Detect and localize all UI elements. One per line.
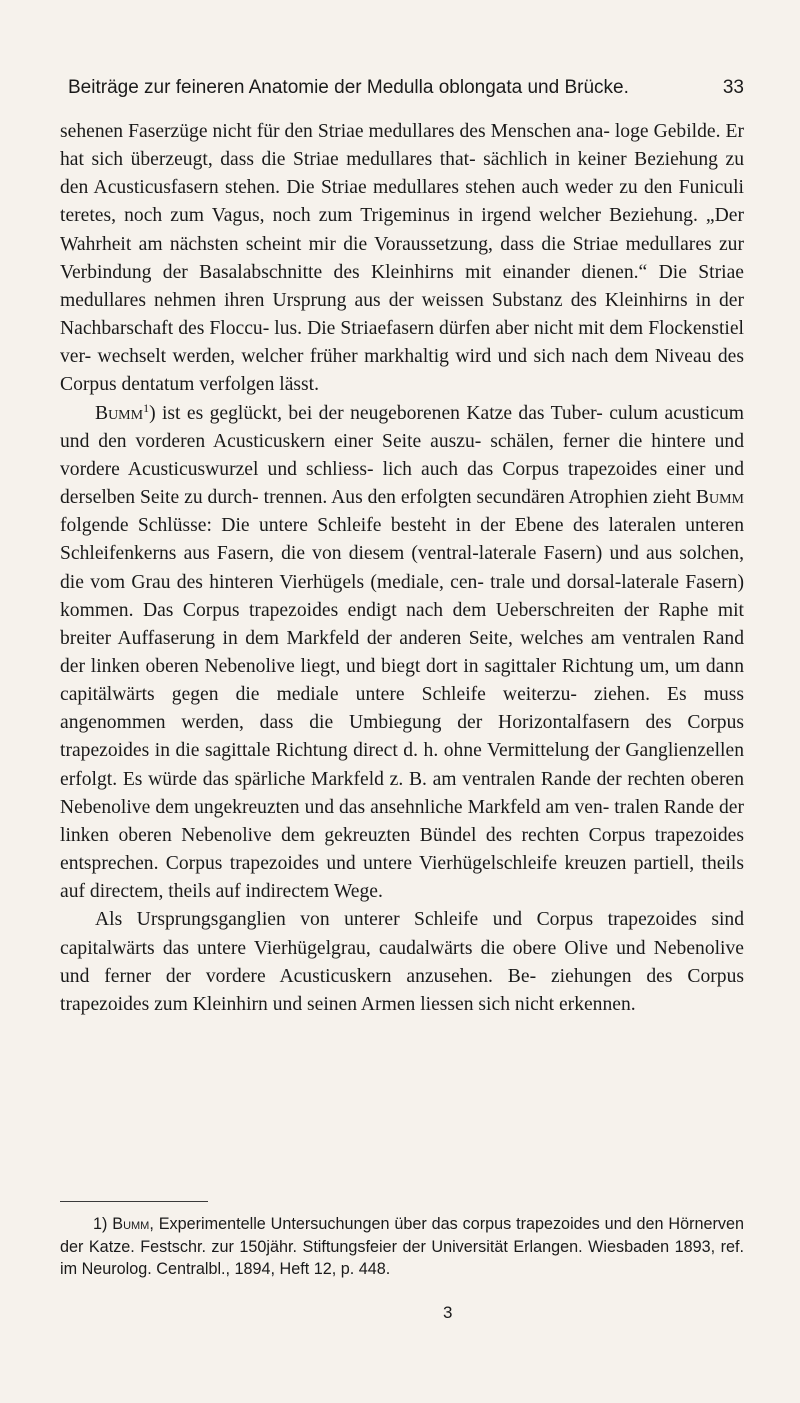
footnote-ref: 1	[143, 400, 150, 415]
footnote-divider	[60, 1201, 208, 1202]
footnote-text: , Experimentelle Untersuchungen über das corpus trapezoides und den Hörnerven der Katze. Festschr. zur 150jähr. Stiftungsfeier der Universität Erlangen. Wiesbaden 1893, ref. im Neurolog. Centralbl., 1894, Heft 12, p. 448.	[60, 1215, 744, 1279]
body-text	[60, 118, 744, 1019]
author-name: Bumm	[695, 487, 744, 509]
paragraph: sehenen Faserzüge nicht für den Striae medullares des Menschen ana- loge Gebilde. Er hat sich überzeugt, dass die Striae medullares that- sächlich in keiner Beziehung zu den Acusticusfasern stehen. Die Striae medullares stehen auch weder zu den Funiculi teretes, noch zum Vagus, noch zum Trigeminus in irgend welcher Beziehung. „Der Wahrheit am nächsten scheint mir die Voraussetzung, dass die Striae medullares zur Verbindung der Basalabschnitte des Kleinhirns mit einander dienen.“ Die Striae medullares nehmen ihren Ursprung aus der weissen Substanz des Kleinhirns in der Nachbarschaft des Floccu- lus. Die Striaefasern dürfen aber nicht mit dem Flockenstiel ver- wechselt werden, welcher früher markhaltig wird und sich nach dem Niveau des Corpus dentatum verfolgen lässt.	[60, 121, 744, 396]
footnote	[60, 1213, 744, 1281]
footnotes	[60, 1213, 744, 1281]
paragraph: Als Ursprungsganglien von unterer Schleife und Corpus trapezoides sind capitalwärts das untere Vierhügelgrau, caudalwärts die obere Olive und Nebenolive und ferner der vordere Acusticuskern anzusehen. Be- ziehungen des Corpus trapezoides zum Kleinhirn und seinen Armen liessen sich nicht erkennen.	[60, 909, 744, 1015]
signature-mark: 3	[443, 1303, 453, 1322]
footnote-marker: 1)	[93, 1215, 113, 1233]
running-title: Beiträge zur feineren Anatomie der Medulla oblongata und Brücke.	[68, 77, 629, 98]
author-name: Bumm	[95, 402, 144, 424]
paragraph-text: folgende Schlüsse: Die untere Schleife besteht in der Ebene des lateralen unteren Schleifenkerns aus Fasern, die von diesem (ventral-laterale Fasern) und aus solchen, die vom Grau des hinteren Vierhügels (mediale, cen- trale und dorsal-laterale Fasern) kommen. Das Corpus trapezoides endigt nach dem Ueberschreiten der Raphe mit breiter Auffaserung in dem Markfeld der anderen Seite, welches am ventralen Rand der linken oberen Nebenolive liegt, und biegt dort in sagittaler Richtung um, um dann capitälwärts gegen die mediale untere Schleife weiterzu- ziehen. Es muss angenommen werden, dass die Umbiegung der Horizontalfasern des Corpus trapezoides in die sagittale Richtung direct d. h. ohne Vermittelung der Ganglienzellen erfolgt. Es würde das spärliche Markfeld z. B. am ventralen Rande der rechten oberen Nebenolive dem ungekreuzten und das ansehnliche Markfeld am ven- tralen Rande der linken oberen Nebenolive dem gekreuzten Bündel des rechten Corpus trapezoides entsprechen. Corpus trapezoides und untere Vierhügelschleife kreuzen partiell, theils auf directem, theils auf indirectem Wege.	[60, 515, 744, 903]
paragraph-text: ) ist es geglückt, bei der neugeborenen Katze das Tuber- culum acusticum und den vorderen Acusticuskern einer Seite auszu- schälen, ferner die hintere und vordere Acusticuswurzel und schliess- lich auch das Corpus trapezoides einer und derselben Seite zu durch- trennen. Aus den erfolgten secundären Atrophien zieht	[60, 402, 744, 509]
paragraph	[60, 400, 744, 907]
page-number: 33	[722, 77, 744, 98]
footnote-author: Bumm	[112, 1215, 150, 1233]
